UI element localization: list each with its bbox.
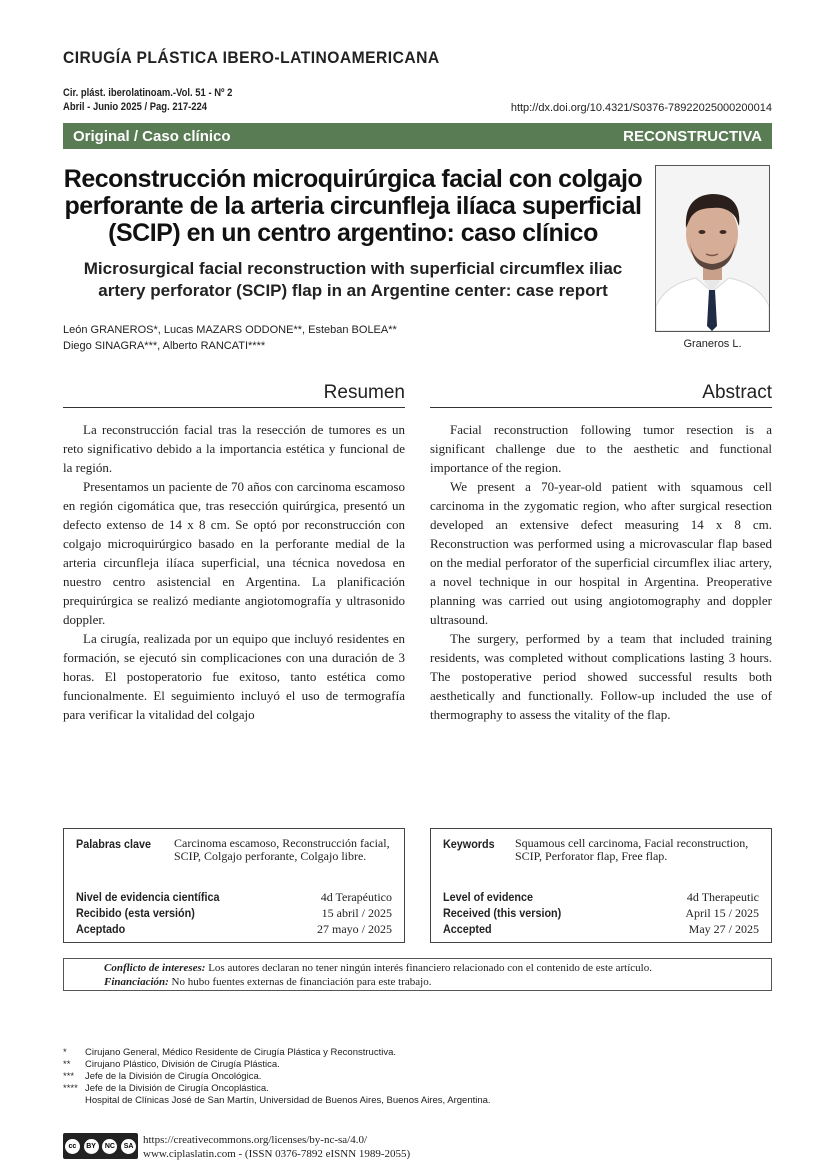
journal-name: CIRUGÍA PLÁSTICA IBERO-LATINOAMERICANA — [63, 48, 440, 67]
abstract-paragraph: The surgery, performed by a team that included training residents, was completed without complications lasting 3 hours. The postoperative period showed successful results both aesthetically and functionally. Follow-up included the use of thermography to assess the vitality of the flap. — [430, 631, 772, 722]
license-info — [143, 1133, 410, 1161]
keywords-box-spanish — [63, 828, 405, 943]
evidence-level-label: Nivel de evidencia científica — [76, 890, 220, 904]
keywords-box-english — [430, 828, 772, 943]
conflict-line — [104, 961, 731, 975]
resumen-paragraph: La reconstrucción facial tras la resección de tumores es un reto significativo debido a la importancia estética y funcional de la región. — [63, 422, 405, 475]
footnotes — [63, 1047, 491, 1107]
footnote-text: Cirujano General, Médico Residente de Cirugía Plástica y Reconstructiva. — [85, 1047, 397, 1058]
received-value: April 15 / 2025 — [685, 906, 759, 920]
conflict-text: Los autores declaran no tener ningún interés financiero relacionado con el contenido de este artículo. — [208, 962, 652, 974]
creative-commons-badge[interactable] — [63, 1133, 138, 1159]
accepted-label: Aceptado — [76, 922, 126, 936]
abstract-heading: Abstract — [430, 382, 772, 408]
photo-caption: Graneros L. — [683, 338, 742, 350]
footnote-mark: *** — [63, 1071, 75, 1082]
abstract-paragraph: Facial reconstruction following tumor resection is a significant challenge due to the aesthetic and functional importance of the region. — [430, 422, 772, 475]
footnote-text: Cirujano Plástico, División de Cirugía Plástica. — [85, 1059, 280, 1070]
cc-icon: cc — [65, 1139, 80, 1154]
keywords-label: Keywords — [443, 837, 495, 851]
citation-volume: Cir. plást. iberolatinoam.-Vol. 51 - Nº 2 — [63, 87, 233, 99]
resumen-paragraph: Presentamos un paciente de 70 años con carcinoma escamoso en región cigomática que, tras resección quirúrgica, presentó un defecto extenso de 14 x 8 cm. Se optó por reconstrucción con colgajo microquirúrgico basado en la perforante medial de la arteria circunfleja ilíaca superficial, una técnica novedosa en nuestro centro asistencial en Argentina. La planificación prequirúrgica se realizó mediante angiotomografía y ultrasonido doppler. — [63, 479, 405, 627]
article-category: RECONSTRUCTIVA — [623, 127, 762, 145]
footnote — [63, 1083, 491, 1095]
evidence-level-label: Level of evidence — [443, 890, 534, 904]
by-icon: BY — [84, 1139, 99, 1154]
footnote-text: Jefe de la División de Cirugía Oncológica. — [85, 1071, 262, 1082]
received-label: Received (this version) — [443, 906, 562, 920]
keywords-text: Carcinoma escamoso, Reconstrucción facial, SCIP, Colgajo perforante, Colgajo libre. — [174, 836, 390, 863]
footnote — [63, 1071, 491, 1083]
footnote-mark: **** — [63, 1083, 78, 1094]
footnote — [63, 1059, 491, 1071]
abstract-body — [430, 420, 772, 724]
footnote-text: Hospital de Clínicas José de San Martín, Universidad de Buenos Aires, Buenos Aires, Argentina. — [85, 1095, 491, 1106]
accepted-label: Accepted — [443, 922, 492, 936]
evidence-level-value: 4d Therapeutic — [686, 890, 759, 904]
authors-line-1: León GRANEROS*, Lucas MAZARS ODDONE**, Esteban BOLEA** — [63, 324, 397, 336]
footnote-mark — [63, 1095, 85, 1107]
evidence-level-value: 4d Terapéutico — [320, 890, 392, 904]
journal-site[interactable]: www.ciplaslatin.com - (ISSN 0376-7892 eISNN 1989-2055) — [143, 1148, 411, 1160]
footnote-mark: * — [63, 1047, 67, 1058]
funding-label: Financiación: — [104, 976, 169, 988]
conflict-label: Conflicto de intereses: — [104, 962, 206, 974]
footnote-text: Jefe de la División de Cirugía Oncoplástica. — [85, 1083, 269, 1094]
doi-link[interactable]: http://dx.doi.org/10.4321/S0376-78922025000200014 — [510, 102, 772, 114]
funding-line — [104, 975, 731, 989]
license-url[interactable]: https://creativecommons.org/licenses/by-nc-sa/4.0/ — [143, 1134, 368, 1146]
footnote — [63, 1095, 491, 1107]
sa-icon: SA — [121, 1139, 136, 1154]
resumen-heading: Resumen — [63, 382, 405, 408]
received-label: Recibido (esta versión) — [76, 906, 195, 920]
title-spanish: Reconstrucción microquirúrgica facial con colgajo perforante de la arteria circunfleja ilíaca superficial (SCIP) en un centro argentino: caso clínico — [63, 165, 643, 247]
keywords-text: Squamous cell carcinoma, Facial reconstruction, SCIP, Perforator flap, Free flap. — [515, 836, 749, 863]
accepted-value: 27 mayo / 2025 — [317, 922, 392, 936]
keywords-label: Palabras clave — [76, 837, 152, 851]
funding-text: No hubo fuentes externas de financiación para este trabajo. — [171, 976, 432, 988]
title-english: Microsurgical facial reconstruction with superficial circumflex iliac artery perforator (SCIP) flap in an Argentine center: case report — [83, 259, 623, 300]
section-bar — [63, 123, 772, 149]
footnote-mark: ** — [63, 1059, 71, 1070]
accepted-value: May 27 / 2025 — [688, 922, 759, 936]
nc-icon: NC — [102, 1139, 117, 1154]
conflict-box — [63, 958, 772, 991]
abstract-paragraph: We present a 70-year-old patient with squamous cell carcinoma in the zygomatic region, who after surgical resection developed an extensive defect measuring 14 x 8 cm. Reconstruction was performed using a microvascular flap based on the medial perforator of the superficial circumflex iliac artery, a novel technique in our hospital in Argentina. Preoperative planning was carried out using angiotomography and doppler ultrasound. — [430, 479, 772, 627]
resumen-body — [63, 420, 405, 724]
authors-line-2: Diego SINAGRA***, Alberto RANCATI**** — [63, 340, 266, 352]
footnote — [63, 1047, 491, 1059]
portrait-image — [656, 166, 769, 331]
author-photo — [655, 165, 770, 332]
authors — [63, 322, 483, 354]
citation-pages: Abril - Junio 2025 / Pag. 217-224 — [63, 101, 208, 113]
resumen-paragraph: La cirugía, realizada por un equipo que incluyó residentes en formación, se ejecutó sin complicaciones con una duración de 3 horas. El postoperatorio fue exitoso, tanto estética como funcionalmente. El seguimiento incluyó el uso de termografía para verificar la vitalidad del colgajo — [63, 631, 405, 722]
received-value: 15 abril / 2025 — [321, 906, 392, 920]
article-type: Original / Caso clínico — [73, 127, 231, 145]
